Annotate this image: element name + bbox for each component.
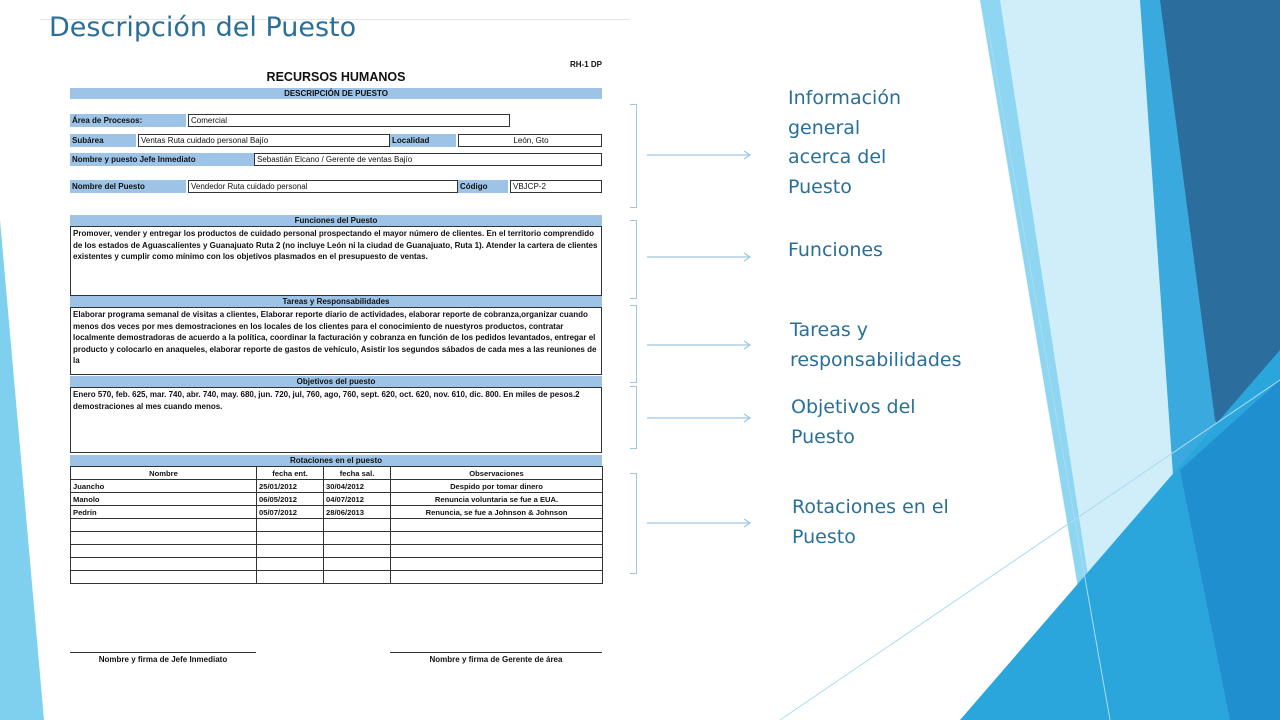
label-rotaciones: Rotaciones en el Puesto — [792, 496, 949, 548]
job-description-form — [68, 58, 604, 670]
funciones-text: Promover, vender y entregar los productos de cuidado personal prospectando el mayor número de clientes. En el territorio comprendido de los estados de Aguascalientes y Guanajuato Ruta 2 (no incluye León ni la ciudad de Guanajuato, Ruta 1). Atender la cartera de clientes existentes y cumplir como mínimo con los objetivos plasmados en el presupuesto de ventas. — [70, 226, 602, 296]
slide-title: Descripción del Puesto — [49, 12, 357, 43]
funciones-header: Funciones del Puesto — [70, 215, 602, 226]
subarea-value: Ventas Ruta cuidado personal Bajío — [138, 134, 390, 147]
bracket-info — [630, 104, 637, 208]
table-row — [71, 519, 603, 532]
bracket-rotaciones — [630, 473, 637, 574]
table-row — [71, 532, 603, 545]
signature-label-left: Nombre y firma de Jefe Inmediato — [98, 655, 228, 664]
form-code: RH-1 DP — [569, 60, 602, 69]
objetivos-text: Enero 570, feb. 625, mar. 740, abr. 740, may. 680, jun. 720, jul, 760, ago, 760, sept. 620, oct. 620, nov. 610, dic. 800. En miles de pesos.2 demostraciones al mes cuando menos. — [70, 387, 602, 453]
signature-line-left — [70, 652, 256, 653]
table-row: Juancho 25/01/2012 30/04/2012 Despido por tomar dinero — [71, 480, 603, 493]
table-row — [71, 558, 603, 571]
bracket-tareas — [630, 305, 637, 383]
col-header-fecha-ent: fecha ent. — [257, 467, 324, 480]
puesto-label: Nombre del Puesto — [72, 182, 145, 191]
bracket-funciones — [630, 220, 637, 299]
form-header-bar: DESCRIPCIÓN DE PUESTO — [70, 88, 602, 99]
subarea-label: Subárea — [72, 136, 104, 145]
label-tareas: Tareas y responsabilidades — [790, 319, 962, 371]
puesto-value: Vendedor Ruta cuidado personal — [188, 180, 458, 193]
table-row: Pedrín 05/07/2012 28/06/2013 Renuncia, se fue a Johnson & Johnson — [71, 506, 603, 519]
rotaciones-header: Rotaciones en el puesto — [70, 455, 602, 466]
area-value: Comercial — [188, 114, 510, 127]
label-objetivos: Objetivos del Puesto — [791, 396, 916, 448]
signature-line-right — [390, 652, 602, 653]
table-row — [71, 571, 603, 584]
localidad-label: Localidad — [392, 136, 430, 145]
label-info-general: Información general acerca del Puesto — [788, 87, 901, 198]
bracket-objetivos — [630, 386, 637, 449]
tareas-text: Elaborar programa semanal de visitas a clientes, Elaborar reporte diario de actividades, elaborar reporte de cobranza,organizar cuando menos dos veces por mes demostraciones en los locales de los clientes para el conocimiento de nuestyros productos, contratar localmente demostradoras de acuerdo a la política, coordinar la facturación y cobranza en función de los pedidos levantados, entregar el producto y colocarlo en anaqueles, elaborar reporte de gastos de vehículo, Asistir los segundos sábados de cada mes a las reuniones de la — [70, 307, 602, 375]
codigo-label: Código — [460, 182, 488, 191]
table-row — [71, 545, 603, 558]
table-row: Manolo 06/05/2012 04/07/2012 Renuncia voluntaria se fue a EUA. — [71, 493, 603, 506]
col-header-fecha-sal: fecha sal. — [324, 467, 391, 480]
col-header-observaciones: Observaciones — [391, 467, 603, 480]
codigo-value: VBJCP-2 — [510, 180, 602, 193]
objetivos-header: Objetivos del puesto — [70, 376, 602, 387]
area-label: Área de Procesos: — [72, 116, 143, 125]
localidad-value: León, Gto — [458, 134, 602, 147]
form-org-title: RECURSOS HUMANOS — [266, 70, 406, 84]
jefe-label: Nombre y puesto Jefe Inmediato — [72, 155, 196, 164]
tareas-header: Tareas y Responsabilidades — [70, 296, 602, 307]
jefe-value: Sebastián Elcano / Gerente de ventas Bajío — [254, 153, 602, 166]
label-funciones: Funciones — [788, 239, 883, 261]
col-header-nombre: Nombre — [71, 467, 257, 480]
rotations-table — [70, 466, 603, 584]
signature-label-right: Nombre y firma de Gerente de área — [429, 655, 563, 664]
